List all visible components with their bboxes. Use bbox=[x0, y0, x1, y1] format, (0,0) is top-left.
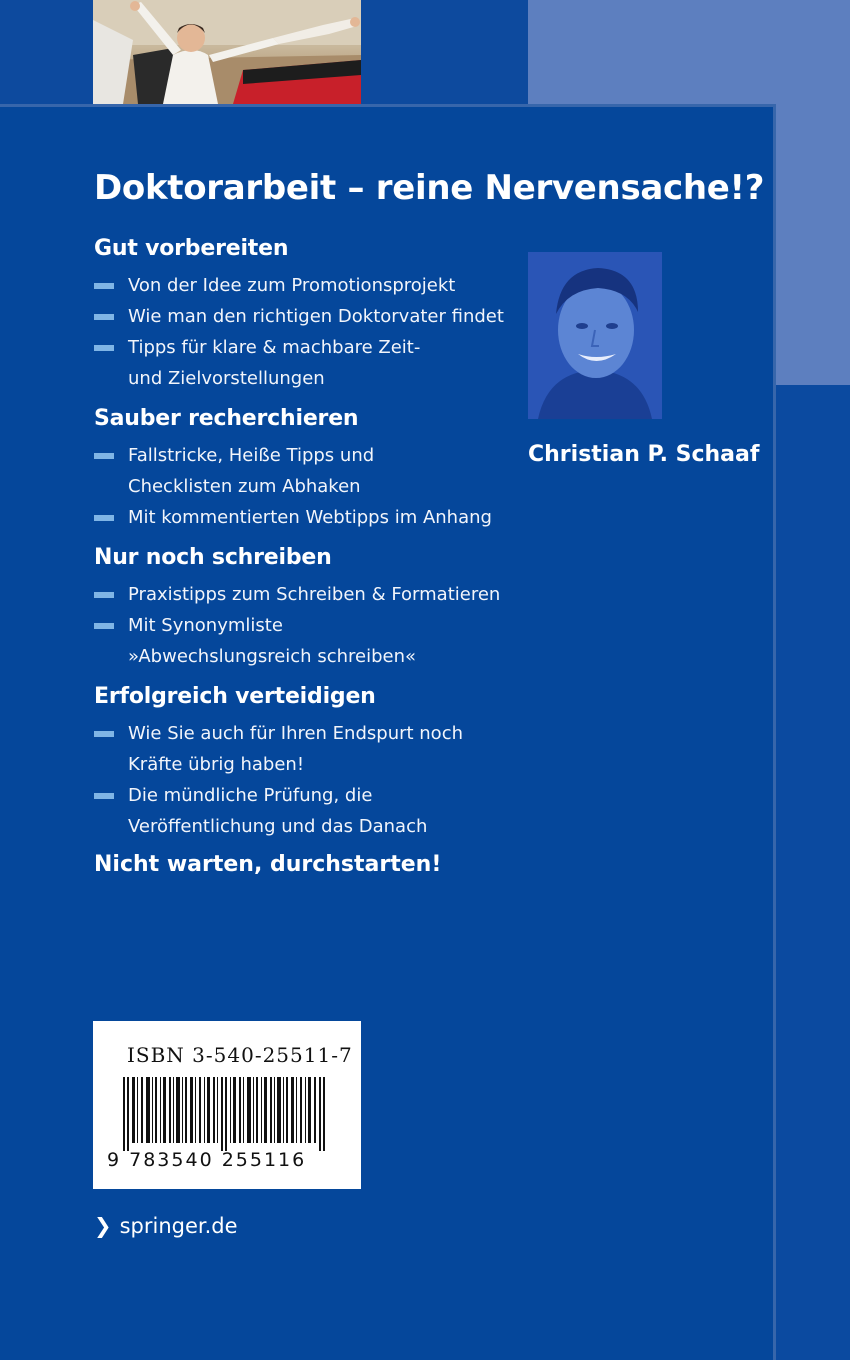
cover-photo-man-in-car bbox=[93, 0, 361, 104]
section-heading: Sauber recherchieren bbox=[94, 406, 359, 431]
list-item bbox=[94, 440, 458, 502]
dash-bullet-icon bbox=[94, 623, 114, 629]
list-item bbox=[94, 301, 514, 332]
chevron-right-icon: ❯ bbox=[94, 1214, 112, 1238]
dash-bullet-icon bbox=[94, 515, 114, 521]
isbn-number: ISBN 3-540-25511-7 bbox=[127, 1043, 353, 1067]
isbn-barcode-box bbox=[93, 1021, 361, 1189]
dash-bullet-icon bbox=[94, 731, 114, 737]
list-item-text: Die mündliche Prüfung, die Veröffentlichung und das Danach bbox=[128, 785, 428, 837]
section-heading: Nur noch schreiben bbox=[94, 545, 332, 570]
section-erfolgreich-verteidigen bbox=[94, 682, 514, 842]
dash-bullet-icon bbox=[94, 793, 114, 799]
list-item-text: Wie man den richtigen Doktorvater findet bbox=[128, 306, 504, 327]
list-item-text: Wie Sie auch für Ihren Endspurt noch Kräfte übrig haben! bbox=[128, 723, 464, 775]
dash-bullet-icon bbox=[94, 314, 114, 320]
barcode-graphic bbox=[123, 1077, 333, 1151]
list-item bbox=[94, 780, 508, 842]
list-item bbox=[94, 502, 514, 533]
author-portrait bbox=[528, 252, 662, 419]
list-item-text: Mit kommentierten Webtipps im Anhang bbox=[128, 507, 492, 528]
website-url: springer.de bbox=[119, 1214, 238, 1238]
author-name: Christian P. Schaaf bbox=[528, 442, 760, 467]
page-title: Doktorarbeit – reine Nervensache!? bbox=[94, 168, 765, 208]
list-item bbox=[94, 579, 514, 610]
section-heading: Erfolgreich verteidigen bbox=[94, 684, 376, 709]
website-link[interactable] bbox=[94, 1214, 238, 1238]
dash-bullet-icon bbox=[94, 345, 114, 351]
list-item-text: Fallstricke, Heiße Tipps und Checklisten zum Abhaken bbox=[128, 445, 375, 497]
list-item bbox=[94, 332, 458, 394]
list-item bbox=[94, 718, 498, 780]
closing-slogan: Nicht warten, durchstarten! bbox=[94, 852, 442, 877]
list-item-text: Von der Idee zum Promotionsprojekt bbox=[128, 275, 456, 296]
dash-bullet-icon bbox=[94, 592, 114, 598]
decorative-right-strip bbox=[776, 385, 850, 1360]
list-item-text: Tipps für klare & machbare Zeit- und Zielvorstellungen bbox=[128, 337, 421, 389]
section-gut-vorbereiten bbox=[94, 234, 514, 394]
section-nur-noch-schreiben bbox=[94, 543, 514, 672]
list-item bbox=[94, 610, 458, 672]
section-sauber-recherchieren bbox=[94, 404, 514, 533]
list-item-text: Praxistipps zum Schreiben & Formatieren bbox=[128, 584, 501, 605]
section-heading: Gut vorbereiten bbox=[94, 236, 289, 261]
list-item bbox=[94, 270, 514, 301]
dash-bullet-icon bbox=[94, 453, 114, 459]
ean-digits: 9 783540 255116 bbox=[107, 1149, 307, 1171]
list-item-text: Mit Synonymliste »Abwechslungsreich schreiben« bbox=[128, 615, 416, 667]
dash-bullet-icon bbox=[94, 283, 114, 289]
